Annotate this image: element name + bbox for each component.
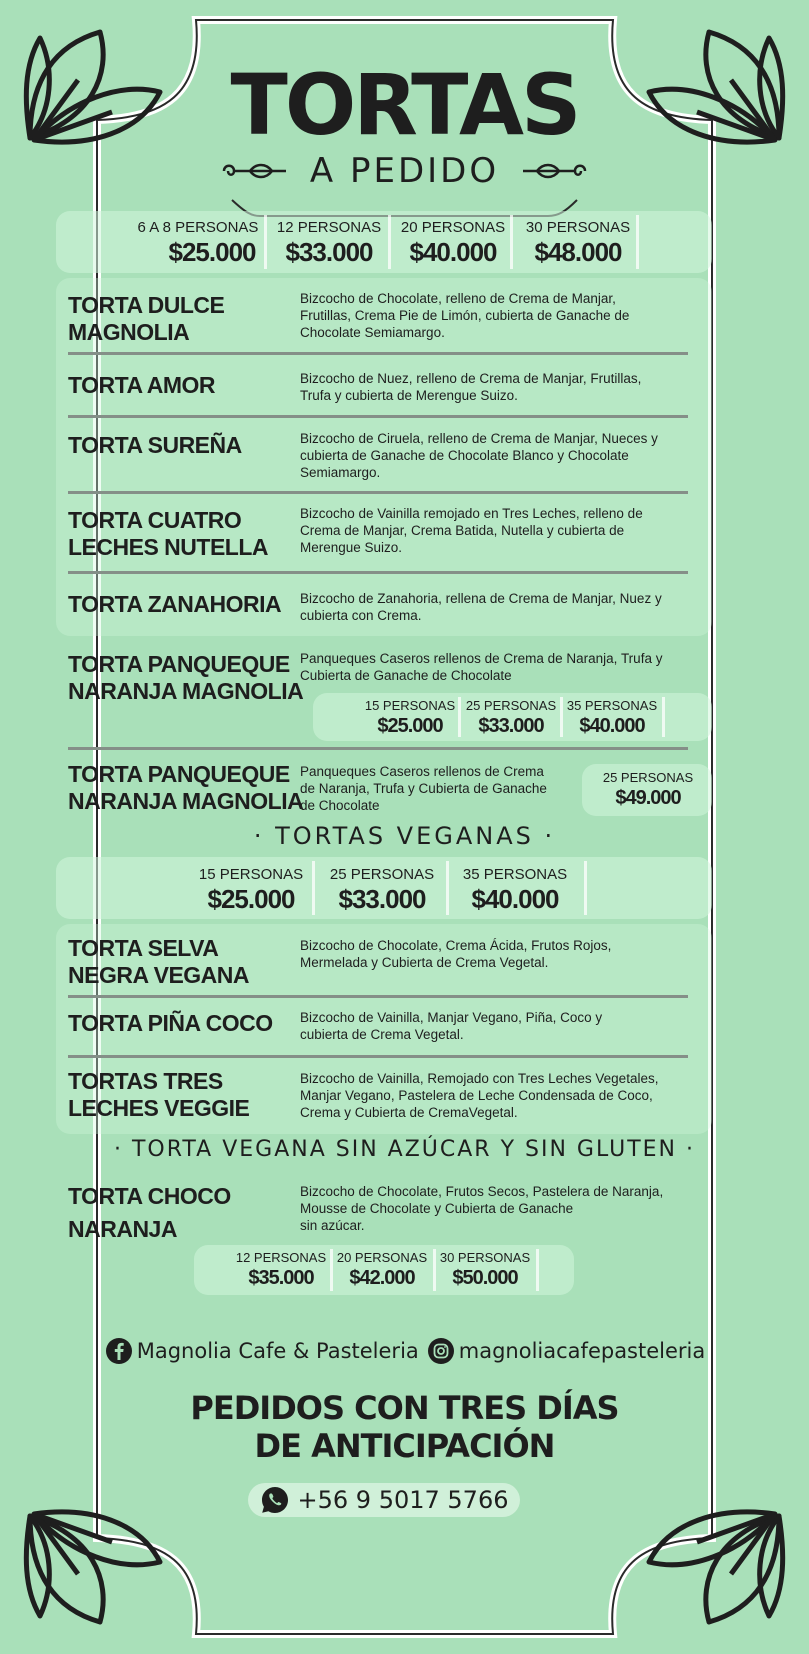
price-separator — [662, 697, 665, 737]
price-column — [337, 1250, 427, 1290]
cake-name: TORTA PIÑA COCO — [68, 1010, 273, 1036]
price-amount: $42.000 — [349, 1267, 415, 1289]
price-separator — [458, 697, 461, 737]
cake-name: TORTA PANQUEQUE NARANJA MAGNOLIA — [68, 761, 304, 814]
price-column — [138, 219, 259, 267]
price-separator — [536, 1249, 539, 1291]
price-separator — [446, 861, 449, 915]
section-divider — [68, 491, 688, 494]
section-divider — [68, 1055, 688, 1058]
price-amount: $50.000 — [452, 1267, 518, 1289]
people-count: 25 PERSONAS — [329, 866, 435, 883]
page-subtitle: A PEDIDO — [309, 151, 500, 191]
cake-name: TORTA AMOR — [68, 372, 216, 398]
people-count: 35 PERSONAS — [566, 698, 658, 713]
leaf-ornament-bottom-left — [20, 1504, 170, 1634]
section-divider — [68, 415, 688, 418]
footer-notice-line1: PEDIDOS CON TRES DÍAS — [190, 1389, 619, 1427]
price-separator — [330, 1249, 333, 1291]
price-amount: $33.000 — [478, 715, 544, 737]
cake-description: Bizcocho de Chocolate, Crema Ácida, Frutos Rojos, Mermelada y Cubierta de Crema Vegetal. — [300, 938, 612, 970]
price-column — [277, 219, 381, 267]
people-count: 15 PERSONAS — [198, 866, 304, 883]
price-column — [365, 698, 455, 738]
price-amount: $33.000 — [285, 237, 373, 267]
price-separator — [584, 861, 587, 915]
people-count: 25 PERSONAS — [602, 770, 694, 785]
cake-name: TORTAS TRES LECHES VEGGIE — [68, 1068, 250, 1121]
leaf-ornament-bottom-right — [639, 1504, 789, 1634]
vegan-section-title: · TORTAS VEGANAS · — [253, 822, 556, 850]
price-separator — [433, 1249, 436, 1291]
cake-description: Panqueques Caseros rellenos de Crema de Naranja, Trufa y Cubierta de Ganache de Chocolate — [300, 764, 547, 813]
price-amount: $48.000 — [534, 237, 622, 267]
whatsapp-icon — [260, 1485, 290, 1515]
price-amount: $25.000 — [168, 237, 256, 267]
price-column — [199, 866, 303, 914]
price-amount: $40.000 — [471, 884, 559, 914]
page-title: TORTAS — [230, 56, 579, 154]
people-count: 35 PERSONAS — [462, 866, 568, 883]
price-column — [463, 866, 567, 914]
instagram-handle[interactable]: magnoliacafepasteleria — [458, 1339, 706, 1363]
cake-description: Bizcocho de Vainilla, Manjar Vegano, Piña, Coco y cubierta de Crema Vegetal. — [300, 1010, 603, 1042]
price-separator — [312, 861, 315, 915]
section-divider — [68, 747, 688, 750]
people-count: 15 PERSONAS — [364, 698, 456, 713]
price-separator — [560, 697, 563, 737]
cake-name: TORTA SELVA NEGRA VEGANA — [68, 935, 249, 988]
people-count: 25 PERSONAS — [465, 698, 557, 713]
swirl-ornament-right — [517, 160, 589, 182]
price-column — [440, 1250, 530, 1290]
cake-description: Bizcocho de Vainilla, Remojado con Tres Leches Vegetales, Manjar Vegano, Pastelera de Leche Condensada de Coco, Crema y Cubierta de CremaVegetal. — [300, 1071, 659, 1120]
instagram-icon[interactable] — [427, 1337, 455, 1365]
footer-notice-line2: DE ANTICIPACIÓN — [254, 1427, 555, 1465]
price-amount: $33.000 — [338, 884, 426, 914]
price-column — [526, 219, 630, 267]
price-column — [603, 770, 693, 810]
cake-description: Bizcocho de Zanahoria, rellena de Crema de Manjar, Nuez y cubierta con Crema. — [300, 591, 662, 623]
price-column — [567, 698, 657, 738]
cake-description: Bizcocho de Chocolate, Frutos Secos, Pastelera de Naranja, Mousse de Chocolate y Cubierta de Ganache sin azúcar. — [300, 1184, 664, 1233]
price-column — [401, 219, 505, 267]
cake-name: TORTA CUATRO LECHES NUTELLA — [68, 507, 268, 560]
section-divider — [68, 571, 688, 574]
facebook-name[interactable]: Magnolia Cafe & Pasteleria — [136, 1339, 419, 1363]
price-amount: $35.000 — [248, 1267, 314, 1289]
social-links — [60, 1333, 750, 1369]
price-amount: $25.000 — [377, 715, 443, 737]
people-count: 20 PERSONAS — [400, 219, 506, 236]
price-amount: $49.000 — [615, 787, 681, 809]
phone-number[interactable]: +56 9 5017 5766 — [297, 1486, 509, 1514]
cake-description: Bizcocho de Vainilla remojado en Tres Leches, relleno de Crema de Manjar, Crema Batida, Nutella y cubierta de Merengue Suizo. — [300, 506, 643, 555]
cake-name: TORTA ZANAHORIA — [68, 591, 282, 617]
sugar-free-section-title: · TORTA VEGANA SIN AZÚCAR Y SIN GLUTEN · — [114, 1137, 695, 1162]
section-divider — [68, 995, 688, 998]
cake-description: Bizcocho de Nuez, relleno de Crema de Manjar, Frutillas, Trufa y cubierta de Merengue Suizo. — [300, 371, 642, 403]
cake-description: Bizcocho de Chocolate, relleno de Crema de Manjar, Frutillas, Crema Pie de Limón, cubierta de Ganache de Chocolate Semiamargo. — [300, 291, 630, 340]
cake-name: TORTA SUREÑA — [68, 432, 242, 458]
price-amount: $40.000 — [579, 715, 645, 737]
cake-name: TORTA DULCE MAGNOLIA — [68, 292, 225, 345]
cake-description: Panqueques Caseros rellenos de Crema de Naranja, Trufa y Cubierta de Ganache de Chocolate — [300, 651, 663, 683]
people-count: 12 PERSONAS — [276, 219, 382, 236]
people-count: 30 PERSONAS — [439, 1250, 531, 1265]
price-column — [236, 1250, 326, 1290]
price-amount: $40.000 — [409, 237, 497, 267]
cake-name: TORTA CHOCO NARANJA — [68, 1183, 231, 1242]
people-count: 12 PERSONAS — [235, 1250, 327, 1265]
price-amount: $25.000 — [207, 884, 295, 914]
people-count: 20 PERSONAS — [336, 1250, 428, 1265]
people-count: 30 PERSONAS — [525, 219, 631, 236]
price-separator — [510, 215, 513, 269]
swirl-ornament-left — [220, 160, 292, 182]
facebook-icon[interactable] — [105, 1337, 133, 1365]
cake-name: TORTA PANQUEQUE NARANJA MAGNOLIA — [68, 651, 304, 704]
price-separator — [264, 215, 267, 269]
price-column — [330, 866, 434, 914]
people-count: 6 A 8 PERSONAS — [137, 219, 259, 236]
section-divider — [68, 352, 688, 355]
price-separator — [388, 215, 391, 269]
subtitle-row — [0, 150, 809, 192]
price-column — [466, 698, 556, 738]
phone-contact[interactable] — [248, 1483, 520, 1517]
cake-description: Bizcocho de Ciruela, relleno de Crema de Manjar, Nueces y cubierta de Ganache de Chocolate Blanco y Chocolate Semiamargo. — [300, 431, 658, 480]
price-separator — [636, 215, 639, 269]
